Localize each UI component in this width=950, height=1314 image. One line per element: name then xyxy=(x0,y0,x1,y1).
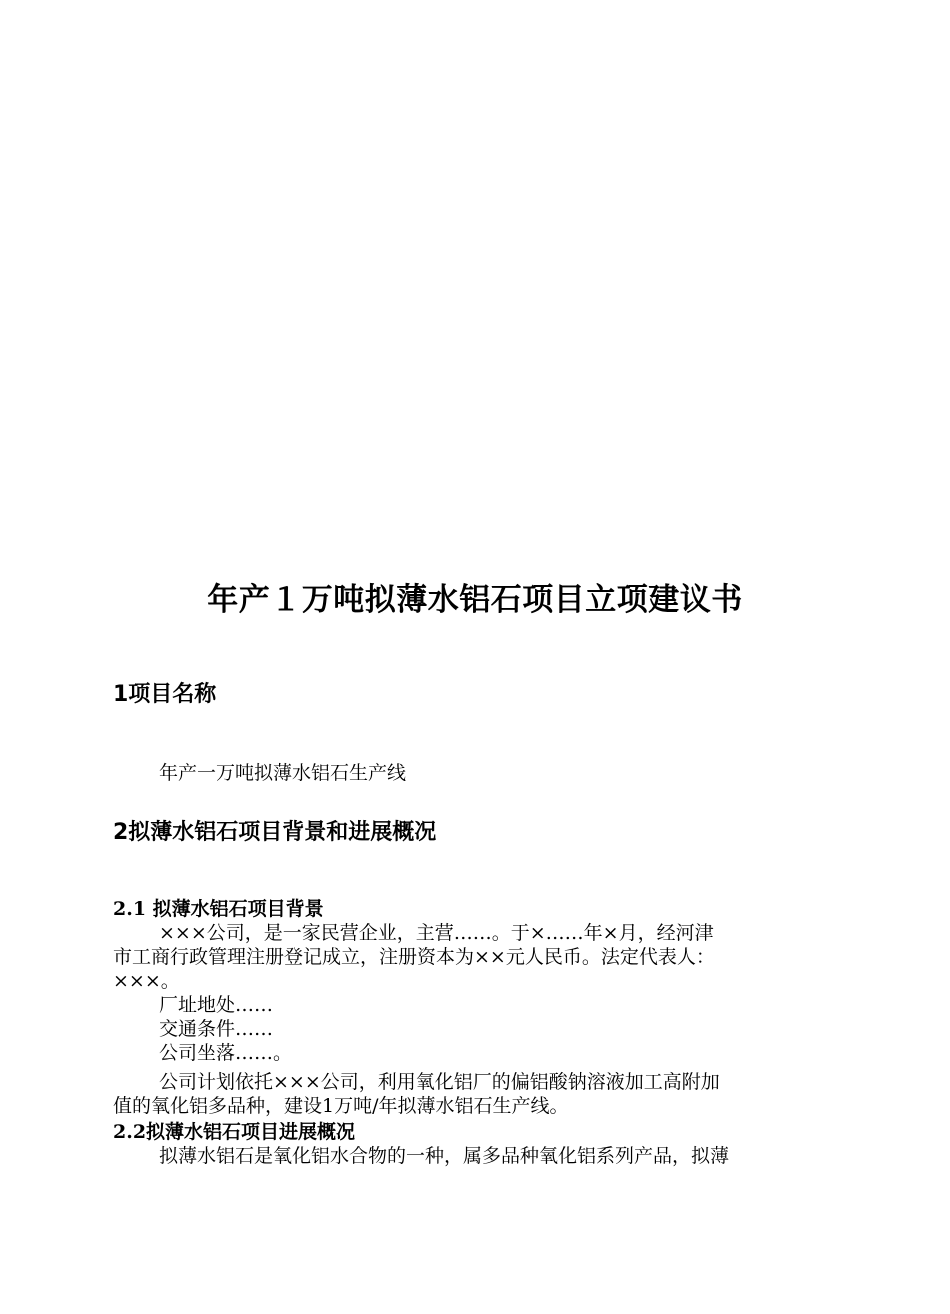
subsection-heading-progress: 2.2拟薄水铝石项目进展概况 xyxy=(113,1121,356,1143)
subsection-heading-background: 2.1 拟薄水铝石项目背景 xyxy=(113,898,324,920)
paragraph-line: 拟薄水铝石是氧化铝水合物的一种，属多品种氧化铝系列产品，拟薄 xyxy=(159,1145,730,1167)
project-name-text: 年产一万吨拟薄水铝石生产线 xyxy=(159,762,407,784)
paragraph-line: 市工商行政管理注册登记成立，注册资本为××元人民币。法定代表人： xyxy=(113,946,715,968)
paragraph-line: ×××。 xyxy=(113,970,180,992)
section-heading-project-name: 1项目名称 xyxy=(113,682,217,707)
section-heading-background: 2拟薄水铝石项目背景和进展概况 xyxy=(113,820,437,845)
paragraph-line: 公司坐落……。 xyxy=(159,1042,293,1064)
paragraph-line: 值的氧化铝多品种，建设1万吨/年拟薄水铝石生产线。 xyxy=(113,1095,569,1117)
paragraph-line: 厂址地处…… xyxy=(159,994,274,1016)
paragraph-line: 公司计划依托×××公司，利用氧化铝厂的偏铝酸钠溶液加工高附加 xyxy=(159,1071,720,1093)
document-title: 年产１万吨拟薄水铝石项目立项建议书 xyxy=(207,582,743,618)
paragraph-line: 交通条件…… xyxy=(159,1018,274,1040)
paragraph-line: ×××公司，是一家民营企业，主营……。于×……年×月，经河津 xyxy=(159,922,714,944)
